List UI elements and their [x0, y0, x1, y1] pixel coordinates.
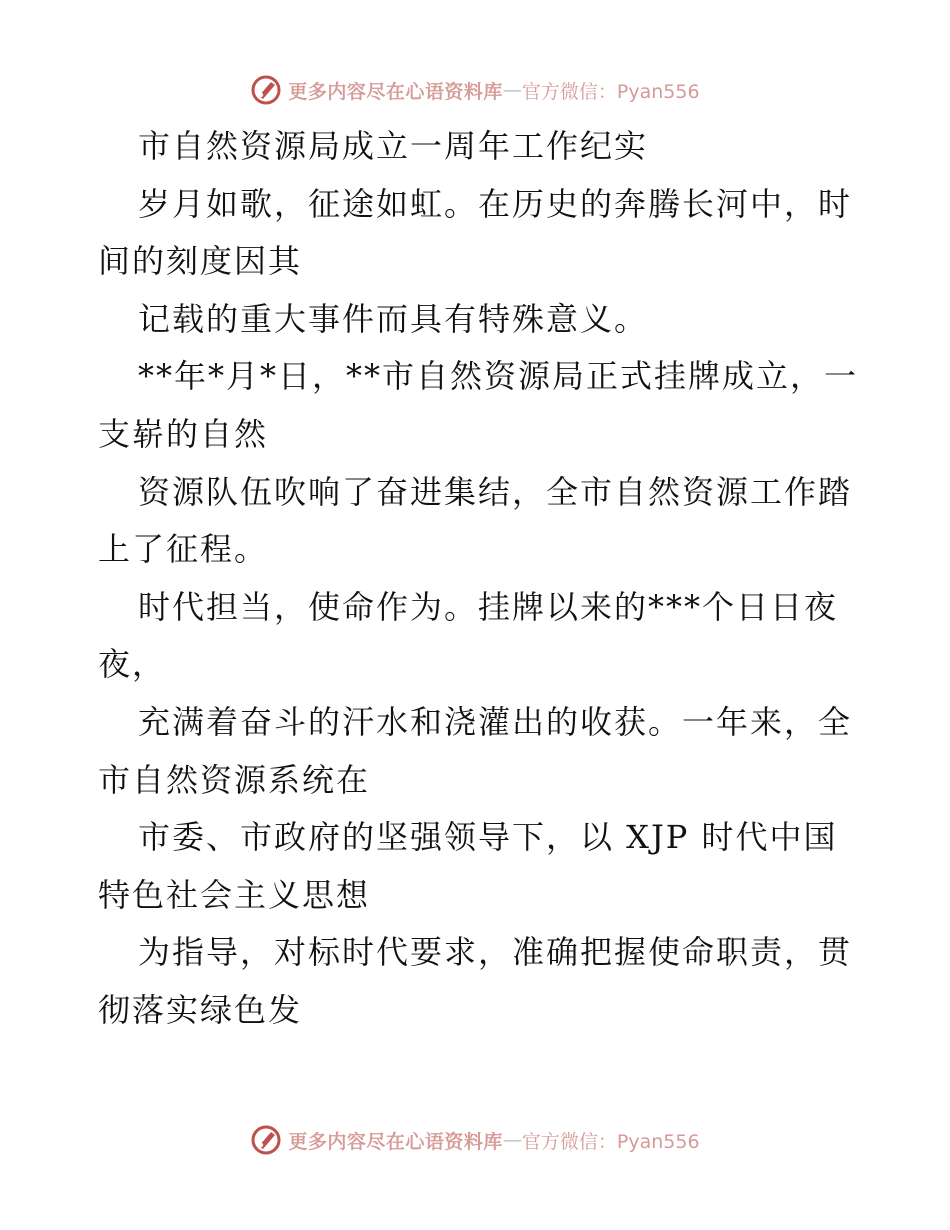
watermark-wechat-text: 官方微信：Pyan556: [521, 80, 700, 103]
paragraph-line: 记载的重大事件而具有特殊意义。: [138, 299, 649, 338]
document-body: [98, 118, 858, 1040]
footer-watermark: [0, 1120, 950, 1160]
pen-logo-icon: [250, 74, 282, 106]
paragraph-line: 资源队伍吹响了奋进集结，全市自然资源工作踏上了征程。: [98, 472, 853, 569]
watermark-site-text: 更多内容尽在心语资料库: [288, 1130, 503, 1153]
document-title: 市自然资源局成立一周年工作纪实: [138, 127, 649, 165]
paragraph-line: 时代担当，使命作为。挂牌以来的***个日日夜夜，: [98, 587, 839, 684]
paragraph-line: **年*月*日，**市自然资源局正式挂牌成立，一支崭的自然: [98, 357, 859, 453]
paragraph-line: 充满着奋斗的汗水和浇灌出的收获。一年来，全市自然资源系统在: [98, 702, 853, 799]
watermark-site-text: 更多内容尽在心语资料库: [288, 80, 503, 103]
paragraph-line: 为指导，对标时代要求，准确把握使命职责，贯彻落实绿色发: [98, 933, 853, 1029]
watermark-separator: —: [502, 79, 522, 101]
pen-logo-icon: [250, 1124, 282, 1156]
header-watermark: [0, 70, 950, 110]
paragraph-line: 市委、市政府的坚强领导下，以 XJP 时代中国特色社会主义思想: [98, 818, 838, 914]
watermark-separator: —: [502, 1129, 522, 1151]
paragraph-line: 岁月如歌，征途如虹。在历史的奔腾长河中，时间的刻度因其: [98, 184, 853, 281]
watermark-wechat-text: 官方微信：Pyan556: [521, 1130, 700, 1153]
